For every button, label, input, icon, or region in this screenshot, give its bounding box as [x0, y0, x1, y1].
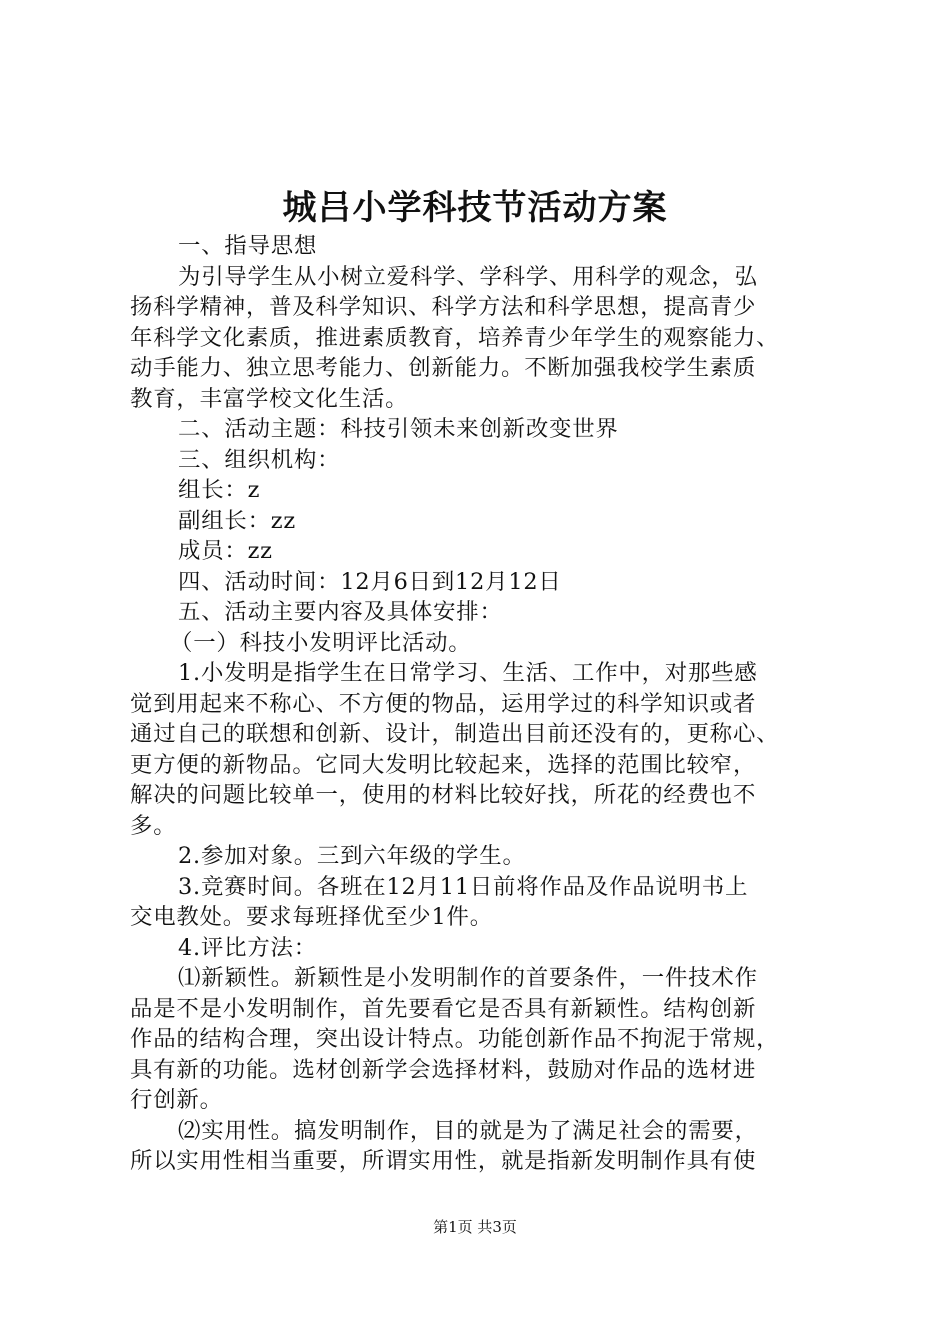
section-heading-guiding-thought: 一、指导思想 [178, 233, 318, 259]
paragraph-line: 为引导学生从小树立爱科学、学科学、用科学的观念，弘 [178, 263, 758, 290]
section-heading-content: 五、活动主要内容及具体安排： [178, 599, 503, 625]
section-heading-theme: 二、活动主题：科技引领未来创新改变世界 [178, 416, 619, 442]
organization-leader: 组长：z [178, 477, 261, 503]
paragraph-line: 具有新的功能。选材创新学会选择材料，鼓励对作品的选材进 [130, 1056, 757, 1083]
paragraph-line: 教育，丰富学校文化生活。 [130, 385, 409, 412]
paragraph-line: ⑴新颖性。新颖性是小发明制作的首要条件，一件技术作 [178, 965, 758, 991]
paragraph-line: 4.评比方法： [178, 934, 317, 961]
paragraph-line: 交电教处。要求每班择优至少1件。 [130, 904, 493, 930]
paragraph-line: 通过自己的联想和创新、设计，制造出目前还没有的，更称心、 [130, 721, 780, 747]
paragraph-line: 2.参加对象。三到六年级的学生。 [178, 843, 526, 869]
paragraph-line: 所以实用性相当重要，所谓实用性，就是指新发明制作具有使 [130, 1148, 757, 1174]
paragraph-line: 动手能力、独立思考能力、创新能力。不断加强我校学生素质 [130, 355, 757, 381]
paragraph-line: 3.竞赛时间。各班在12月11日前将作品及作品说明书上 [178, 873, 749, 900]
document-body [130, 231, 830, 1177]
subsection-heading-invention: （一）科技小发明评比活动。 [170, 629, 472, 656]
paragraph-line: 行创新。 [130, 1087, 223, 1113]
paragraph-line: 觉到用起来不称心、不方便的物品，运用学过的科学知识或者 [130, 690, 757, 717]
section-heading-organization: 三、组织机构： [178, 446, 341, 473]
organization-deputy-leader: 副组长：zz [178, 507, 296, 534]
section-heading-time: 四、活动时间：12月6日到12月12日 [178, 568, 562, 595]
paragraph-line: 解决的问题比较单一，使用的材料比较好找，所花的经费也不 [130, 782, 757, 808]
paragraph-line: 1.小发明是指学生在日常学习、生活、工作中，对那些感 [178, 660, 758, 686]
paragraph-line: 更方便的新物品。它同大发明比较起来，选择的范围比较窄， [130, 751, 757, 778]
paragraph-line: 年科学文化素质，推进素质教育，培养青少年学生的观察能力、 [130, 324, 780, 351]
paragraph-line: 作品的结构合理，突出设计特点。功能创新作品不拘泥于常规， [130, 1026, 780, 1052]
organization-members: 成员：zz [178, 538, 273, 564]
paragraph-line: 扬科学精神，普及科学知识、科学方法和科学思想，提高青少 [130, 294, 757, 320]
paragraph-line: 多。 [130, 812, 177, 839]
document-title: 城吕小学科技节活动方案 [282, 188, 668, 228]
page-footer: 第1页 共3页 [433, 1218, 517, 1236]
paragraph-line: 品是不是小发明制作，首先要看它是否具有新颖性。结构创新 [130, 995, 757, 1022]
paragraph-line: ⑵实用性。搞发明制作，目的就是为了满足社会的需要， [178, 1117, 758, 1144]
